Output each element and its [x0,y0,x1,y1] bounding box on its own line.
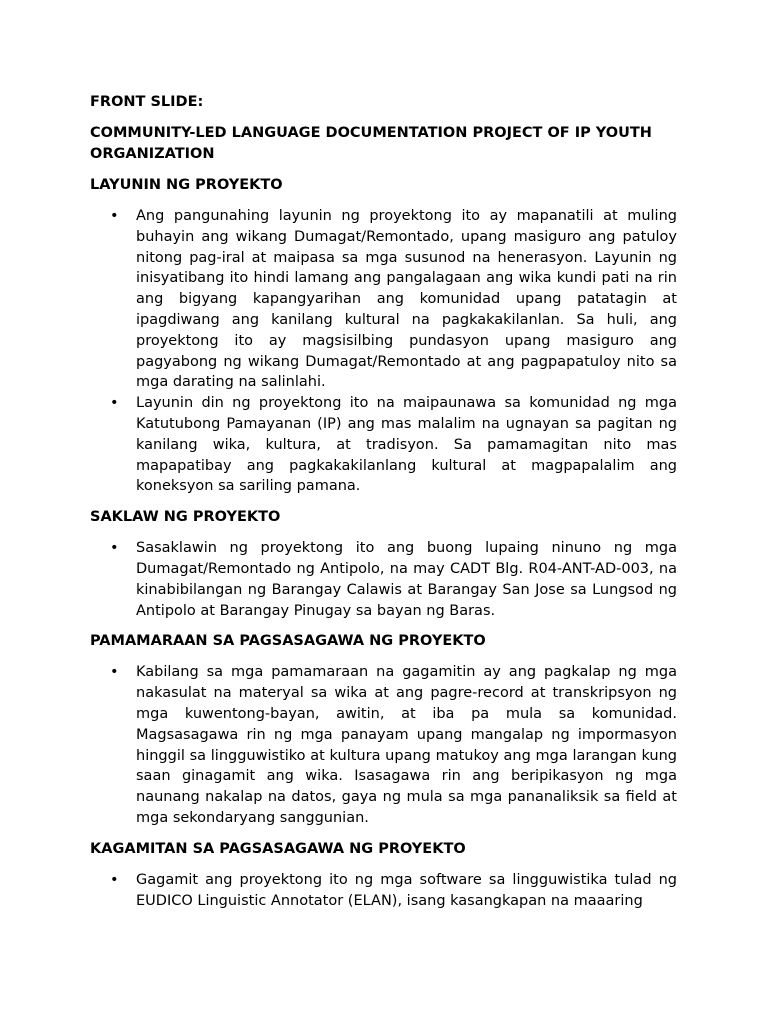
list-item [90,538,677,621]
section-list-pamamaraan [90,662,677,828]
list-item-text: Gagamit ang proyektong ito ng mga software sa lingguwistika tulad ng EUDICO Linguistic Annotator (ELAN), isang kasangkapan na maaaring [136,871,677,909]
bullet-icon: • [110,540,119,557]
list-item [90,206,677,393]
list-item-text: Kabilang sa mga pamamaraan na gagamitin ay ang pagkalap ng mga nakasulat na materyal sa wika at ang pagre-record at transkripsyon ng mga kuwentong-bayan, awitin, at iba pa mula sa komunidad. Magsasagawa rin ng mga panayam upang mangalap ng impormasyon hinggil sa lingguwistiko at kultura upang matukoy ang mga larangan kung saan ginagamit ang wika. Isasagawa rin ang beripikasyon ng mga naunang nakalap na datos, gaya ng mula sa mga pananaliksik sa field at mga sekondaryang sanggunian. [136,664,677,826]
bullet-icon: • [110,395,119,412]
list-item-text: Sasaklawin ng proyektong ito ang buong lupaing ninuno ng mga Dumagat/Remontado ng Antipolo, na may CADT Blg. R04-ANT-AD-003, na kinabibilangan ng Barangay Calawis at Barangay San Jose sa Lungsod ng Antipolo at Barangay Pinugay sa bayan ng Baras. [136,540,677,619]
list-item-text: Ang pangunahing layunin ng proyektong ito ay mapanatili at muling buhayin ang wikang Dumagat/Remontado, upang masiguro ang patuloy nitong pag-iral at maipasa sa mga susunod na henerasyon. Layunin ng inisyatibang ito hindi lamang ang pangalagaan ang wika kundi pati na rin ang bigyang kapangyarihan ang komunidad upang patatagin at ipagdiwang ang kanilang kultural na pagkakakilanlan. Sa huli, ang proyektong ito ay magsisilbing pundasyon upang masiguro ang pagyabong ng wikang Dumagat/Remontado at ang pagpapatuloy nito sa mga darating na salinlahi. [136,208,677,391]
list-item [90,393,677,497]
document-title: COMMUNITY-LED LANGUAGE DOCUMENTATION PROJECT OF IP YOUTH ORGANIZATION [90,125,652,162]
section-heading-pamamaraan: PAMAMARAAN SA PAGSASAGAWA NG PROYEKTO [90,633,486,650]
bullet-icon: • [110,208,119,224]
list-item [90,870,677,912]
section-list-kagamitan [90,870,677,912]
section-list-layunin [90,206,677,497]
section-heading-saklaw: SAKLAW NG PROYEKTO [90,509,281,526]
section-heading-kagamitan: KAGAMITAN SA PAGSASAGAWA NG PROYEKTO [90,840,466,857]
list-item [90,662,677,828]
bullet-icon: • [110,871,119,888]
bullet-icon: • [110,664,119,681]
section-heading-layunin: LAYUNIN NG PROYEKTO [90,177,283,193]
document-page [90,92,677,921]
front-slide-label: FRONT SLIDE: [90,94,204,110]
section-list-saklaw [90,538,677,621]
list-item-text: Layunin din ng proyektong ito na maipaunawa sa komunidad ng mga Katutubong Pamayanan (IP) ang mas malalim na ugnayan sa pagitan ng kanilang wika, kultura, at tradisyon. Sa pamamagitan nito mas mapapatibay ang pagkakakilanlang kultural at magpapalalim ang koneksyon sa sariling pamana. [136,395,677,495]
